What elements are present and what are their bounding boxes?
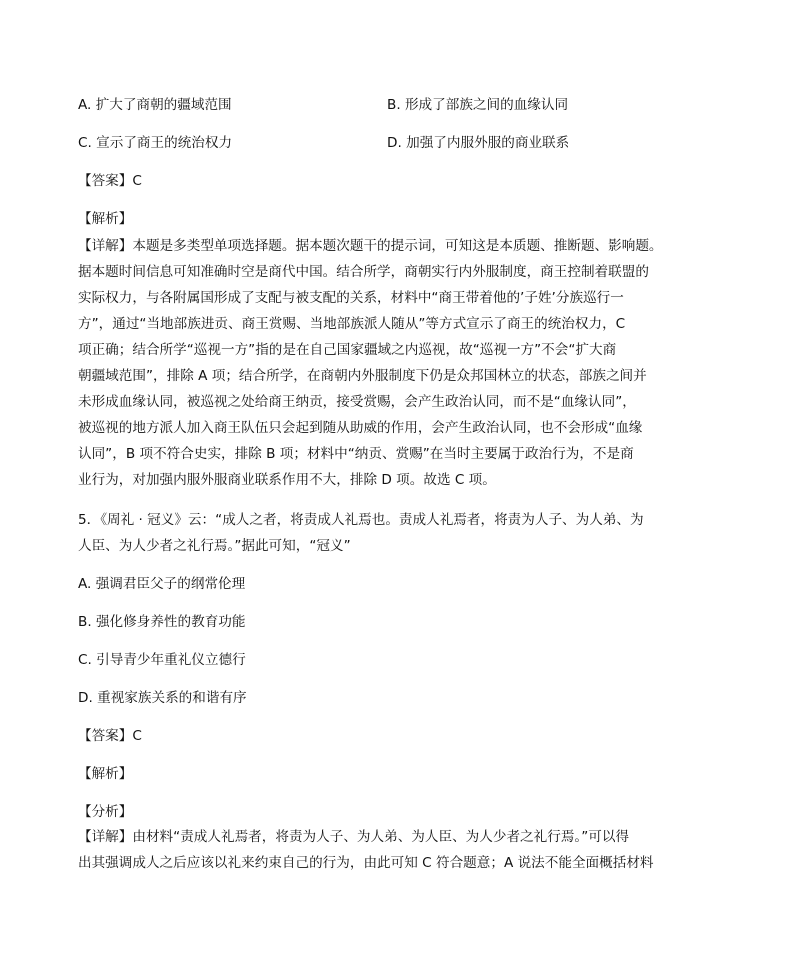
q5-option-d: D. 重视家族关系的和谐有序	[78, 690, 247, 706]
q4-detail-line: 实际权力，与各附属国形成了支配与被支配的关系，材料中“商王带着他的’子姓’分族巡行一	[78, 290, 624, 306]
q4-answer: 【答案】C	[78, 173, 142, 189]
q5-detail-paragraph	[78, 824, 670, 876]
q4-detail-line: 方”，通过“当地部族进贡、商王赏赐、当地部族派人随从”等方式宣示了商王的统治权力，C	[78, 316, 626, 332]
q4-detail-line: 业行为，对加强内服外服商业联系作用不大，排除 D 项。故选 C 项。	[78, 472, 496, 488]
q4-detail-line: 项正确；结合所学“巡视一方”指的是在自己国家疆域之内巡视，故“巡视一方”不会“扩大商	[78, 342, 617, 358]
q5-detail-line: 出其强调成人之后应该以礼来约束自己的行为，由此可知 C 符合题意；A 说法不能全面概括材料	[78, 855, 654, 871]
q4-detail-line: 朝疆域范围”，排除 A 项；结合所学，在商朝内外服制度下仍是众邦国林立的状态，部族之间并	[78, 368, 647, 384]
q4-analysis-label: 【解析】	[78, 211, 133, 227]
q5-fenxi-label: 【分析】	[78, 804, 133, 820]
q4-detail-line: 【详解】本题是多类型单项选择题。据本题次题干的提示词，可知这是本质题、推断题、影响题。	[78, 238, 663, 254]
q5-option-a: A. 强调君臣父子的纲常伦理	[78, 576, 246, 592]
q4-detail-line: 被巡视的地方派人加入商王队伍只会起到随从助威的作用，会产生政治认同，也不会形成“血缘	[78, 420, 643, 436]
q4-option-a: A. 扩大了商朝的疆域范围	[78, 97, 232, 113]
q4-option-c: C. 宣示了商王的统治权力	[78, 135, 233, 151]
q5-option-b: B. 强化修身养性的教育功能	[78, 614, 246, 630]
q5-detail-line: 【详解】由材料“责成人礼焉者，将责为人子、为人弟、为人臣、为人少者之礼行焉。”可以得	[78, 829, 630, 845]
q4-detail-line: 据本题时间信息可知准确时空是商代中国。结合所学，商朝实行内外服制度，商王控制着联盟的	[78, 264, 649, 280]
q4-option-b: B. 形成了部族之间的血缘认同	[387, 97, 569, 113]
q4-detail-line: 未形成血缘认同，被巡视之处给商王纳贡，接受赏赐，会产生政治认同，而不是“血缘认同”，	[78, 394, 636, 410]
q5-answer: 【答案】C	[78, 728, 142, 744]
q5-stem-line: 5．《周礼 · 冠义》云：“成人之者，将责成人礼焉也。责成人礼焉者，将责为人子、为人弟、为	[78, 512, 644, 528]
q5-stem-line: 人臣、为人少者之礼行焉。”据此可知，“冠义”	[78, 538, 351, 554]
q5-option-c: C. 引导青少年重礼仪立德行	[78, 652, 246, 668]
q4-detail-line: 认同”，B 项不符合史实，排除 B 项；材料中“纳贡、赏赐”在当时主要属于政治行为，不是商	[78, 446, 634, 462]
q4-option-d: D. 加强了内服外服的商业联系	[387, 135, 570, 151]
q5-stem	[78, 507, 670, 559]
q5-analysis-label: 【解析】	[78, 766, 133, 782]
q4-detail-paragraph	[78, 233, 670, 493]
